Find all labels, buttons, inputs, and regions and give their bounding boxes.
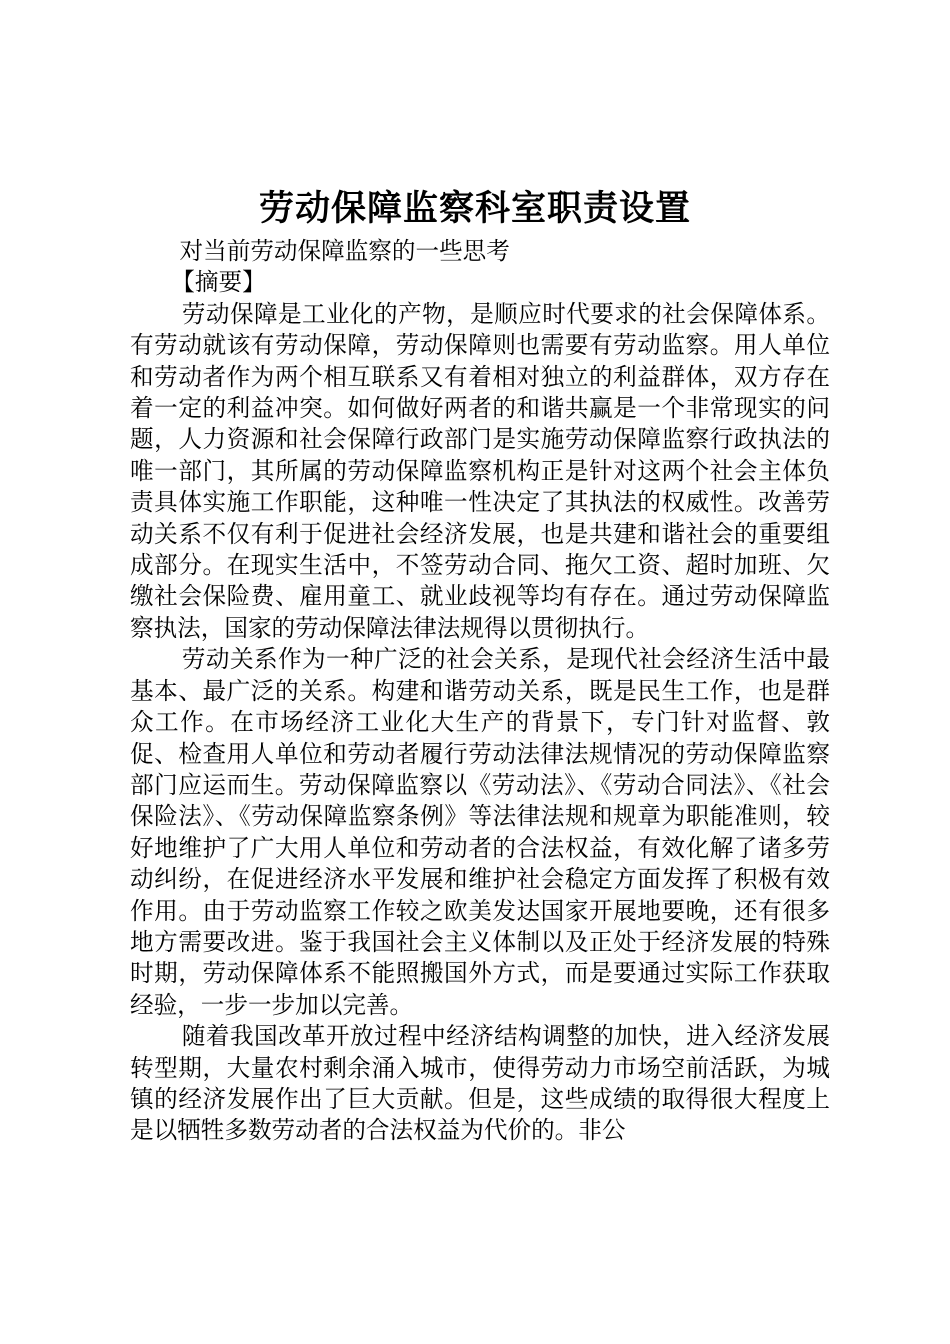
document-title: 劳动保障监察科室职责设置 bbox=[258, 188, 691, 229]
body-paragraph-3: 随着我国改革开放过程中经济结构调整的加快，进入经济发展转型期，大量农村剩余涌入城市，使得劳动力市场空前活跃，为城镇的经济发展作出了巨大贡献。但是，这些成绩的取得很大程度上是以牺牲多数劳动者的合法权益为代价的。非公 bbox=[130, 1022, 830, 1145]
abstract-label: 【摘要】 bbox=[171, 268, 266, 297]
document-body bbox=[130, 236, 830, 1147]
document-subtitle: 对当前劳动保障监察的一些思考 bbox=[179, 237, 510, 265]
body-paragraph-2: 劳动关系作为一种广泛的社会关系，是现代社会经济生活中最基本、最广泛的关系。构建和谐劳动关系，既是民生工作，也是群众工作。在市场经济工业化大生产的背景下，专门针对监督、敦促、检查用人单位和劳动者履行劳动法律法规情况的劳动保障监察部门应运而生。劳动保障监察以《劳动法》、《劳动合同法》、《社会保险法》、《劳动保障监察条例》等法律法规和规章为职能准则，较好地维护了广大用人单位和劳动者的合法权益，有效化解了诸多劳动纠纷，在促进经济水平发展和维护社会稳定方面发挥了积极有效作用。由于劳动监察工作较之欧美发达国家开展地要晚，还有很多地方需要改进。鉴于我国社会主义体制以及正处于经济发展的特殊时期，劳动保障体系不能照搬国外方式，而是要通过实际工作获取经验，一步一步加以完善。 bbox=[130, 645, 830, 1019]
body-paragraph-1: 劳动保障是工业化的产物，是顺应时代要求的社会保障体系。有劳动就该有劳动保障，劳动保障则也需要有劳动监察。用人单位和劳动者作为两个相互联系又有着相对独立的利益群体，双方存在着一定的利益冲突。如何做好两者的和谐共赢是一个非常现实的问题，人力资源和社会保障行政部门是实施劳动保障监察行政执法的唯一部门，其所属的劳动保障监察机构正是针对这两个社会主体负责具体实施工作职能，这种唯一性决定了其执法的权威性。改善劳动关系不仅有利于促进社会经济发展，也是共建和谐社会的重要组成部分。在现实生活中，不签劳动合同、拖欠工资、超时加班、欠缴社会保险费、雇用童工、就业歧视等均有存在。通过劳动保障监察执法，国家的劳动保障法律法规得以贯彻执行。 bbox=[130, 299, 830, 642]
